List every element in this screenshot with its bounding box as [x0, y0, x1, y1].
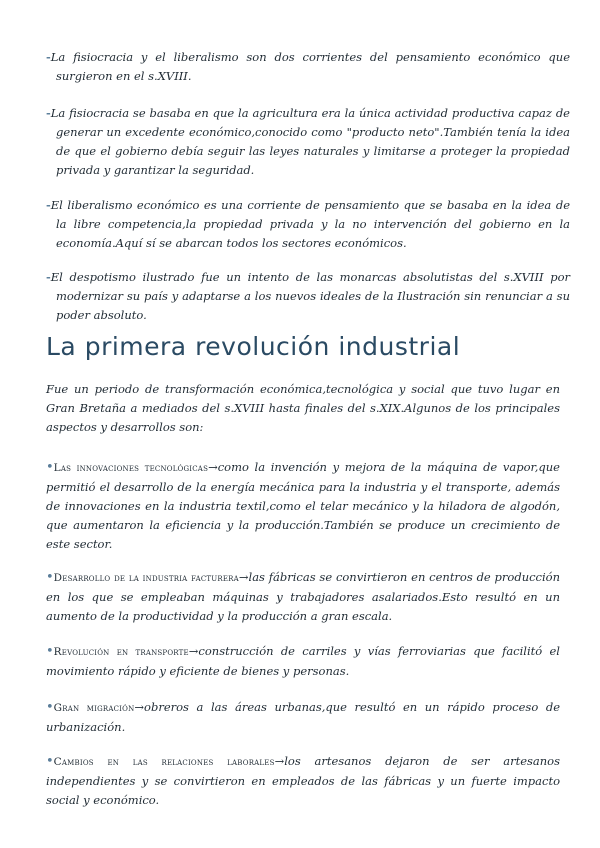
- bullet-icon: •: [46, 460, 54, 475]
- note-text: La fisiocracia y el liberalismo son dos corrientes del pensamiento económico que surgieron en el s.XVIII.: [50, 50, 570, 83]
- note-text: El despotismo ilustrado fue un intento de las monarcas absolutistas del s.XVIII por modernizar su país y adaptarse a los nuevos ideales de la Ilustración sin renunciar a su poder absoluto.: [50, 270, 570, 322]
- aspect-item: [46, 698, 560, 737]
- aspect-heading: Las innovaciones tecnológicas: [53, 462, 209, 474]
- aspect-item: [46, 642, 560, 681]
- aspect-heading: Desarrollo de la industria facturera: [53, 572, 239, 584]
- aspect-item: [46, 752, 560, 810]
- note-item: [46, 268, 570, 325]
- bullet-icon: •: [46, 754, 54, 769]
- dash-marker: -: [46, 106, 51, 120]
- note-item: [46, 104, 570, 180]
- aspect-text: →como la invención y mejora de la máquina de vapor,que permitió el desarrollo de la energía mecánica para la industria y el transporte, además de innovaciones en la industria textil,como el telar mecánico y la hiladora de algodón, que aumentaron la eficiencia y la producción.También se produce un crecimiento de este sector.: [46, 460, 560, 551]
- bullet-icon: •: [46, 570, 54, 585]
- note-item: [46, 48, 570, 86]
- aspect-text: →obreros a las áreas urbanas,que resultó en un rápido proceso de urbanización.: [46, 700, 560, 734]
- dash-marker: -: [46, 270, 51, 284]
- note-text: La fisiocracia se basaba en que la agricultura era la única actividad productiva capaz de generar un excedente económico,conocido como "producto neto".También tenía la idea de que el gobierno debía seguir las leyes naturales y limitarse a proteger la propiedad privada y garantizar la seguridad.: [50, 106, 570, 177]
- aspect-item: [46, 458, 560, 554]
- aspect-text: →los artesanos dejaron de ser artesanos independientes y se convirtieron en empleados de las fábricas y un fuerte impacto social y económico.: [46, 754, 561, 807]
- aspect-heading: Cambios en las relaciones laborales: [53, 756, 275, 768]
- bullet-icon: •: [46, 644, 54, 659]
- aspect-heading: Revolución en transporte: [53, 646, 189, 658]
- dash-marker: -: [46, 50, 51, 64]
- note-text: El liberalismo económico es una corriente de pensamiento que se basaba en la idea de la libre competencia,la propiedad privada y la no intervención del gobierno en la economía.Aquí sí se abarcan todos los sectores económicos.: [50, 198, 570, 250]
- aspect-text: →construcción de carriles y vías ferroviarias que facilitó el movimiento rápido y eficiente de bienes y personas.: [46, 644, 560, 678]
- aspect-text: →las fábricas se convirtieron en centros de producción en los que se empleaban máquinas y trabajadores asalariados.Esto resultó en un aumento de la productividad y la producción a gran escala.: [46, 570, 560, 623]
- aspect-item: [46, 568, 560, 626]
- note-item: [46, 196, 570, 253]
- aspect-heading: Gran migración: [53, 702, 135, 714]
- section-title: La primera revolución industrial: [46, 332, 461, 361]
- dash-marker: -: [46, 198, 51, 212]
- bullet-icon: •: [46, 700, 54, 715]
- intro-paragraph: Fue un periodo de transformación económica,tecnológica y social que tuvo lugar en Gran Bretaña a mediados del s.XVIII hasta finales del s.XIX.Algunos de los principales aspectos y desarrollos son:: [46, 382, 560, 434]
